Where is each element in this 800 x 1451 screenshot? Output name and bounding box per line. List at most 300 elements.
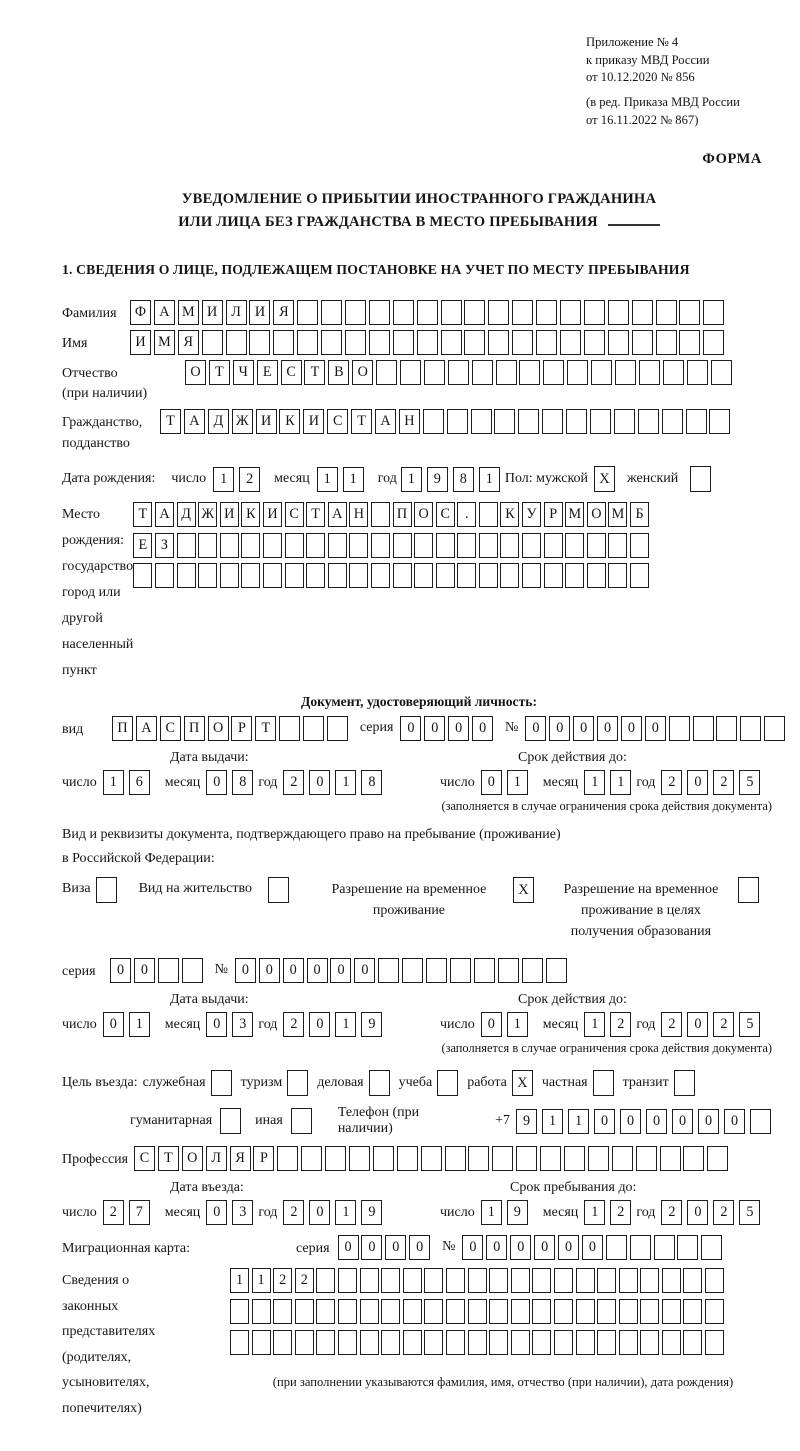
char-cell[interactable] <box>560 330 581 355</box>
char-cell[interactable] <box>740 716 761 741</box>
char-cell[interactable] <box>532 1299 551 1324</box>
char-cell[interactable] <box>511 1330 530 1355</box>
char-cell[interactable] <box>381 1268 400 1293</box>
char-cell[interactable] <box>397 1146 418 1171</box>
char-cell[interactable] <box>636 1146 657 1171</box>
char-cell[interactable]: 2 <box>103 1200 124 1225</box>
char-cell[interactable] <box>619 1299 638 1324</box>
char-cell[interactable] <box>709 409 730 434</box>
char-cell[interactable] <box>612 1146 633 1171</box>
char-cell[interactable] <box>325 1146 346 1171</box>
char-cell[interactable]: 0 <box>235 958 256 983</box>
char-cell[interactable]: 0 <box>687 770 708 795</box>
char-cell[interactable]: 3 <box>232 1012 253 1037</box>
education-residence-checkbox[interactable] <box>738 877 759 903</box>
char-cell[interactable]: Д <box>177 502 196 527</box>
char-cell[interactable] <box>479 533 498 558</box>
char-cell[interactable] <box>285 563 304 588</box>
char-cell[interactable]: 1 <box>584 1200 605 1225</box>
char-cell[interactable]: 0 <box>573 716 594 741</box>
purpose-private-checkbox[interactable] <box>593 1070 614 1096</box>
char-cell[interactable]: 1 <box>335 770 356 795</box>
char-cell[interactable] <box>403 1330 422 1355</box>
char-cell[interactable]: А <box>155 502 174 527</box>
char-cell[interactable] <box>349 533 368 558</box>
char-cell[interactable] <box>273 1299 292 1324</box>
char-cell[interactable] <box>414 563 433 588</box>
char-cell[interactable] <box>414 533 433 558</box>
char-cell[interactable] <box>441 330 462 355</box>
char-cell[interactable] <box>522 533 541 558</box>
char-cell[interactable]: А <box>154 300 175 325</box>
char-cell[interactable] <box>263 533 282 558</box>
char-cell[interactable] <box>338 1299 357 1324</box>
char-cell[interactable]: 8 <box>232 770 253 795</box>
char-cell[interactable] <box>662 1330 681 1355</box>
char-cell[interactable]: 1 <box>213 467 234 492</box>
char-cell[interactable] <box>492 1146 513 1171</box>
char-cell[interactable] <box>544 533 563 558</box>
char-cell[interactable] <box>496 360 517 385</box>
char-cell[interactable] <box>295 1299 314 1324</box>
char-cell[interactable] <box>479 563 498 588</box>
char-cell[interactable]: 1 <box>568 1109 589 1134</box>
char-cell[interactable] <box>543 360 564 385</box>
char-cell[interactable]: 0 <box>283 958 304 983</box>
char-cell[interactable] <box>662 409 683 434</box>
char-cell[interactable] <box>677 1235 698 1260</box>
char-cell[interactable] <box>683 1146 704 1171</box>
char-cell[interactable]: 9 <box>507 1200 528 1225</box>
char-cell[interactable] <box>536 300 557 325</box>
char-cell[interactable]: Я <box>273 300 294 325</box>
char-cell[interactable] <box>669 716 690 741</box>
char-cell[interactable] <box>654 1235 675 1260</box>
char-cell[interactable] <box>584 330 605 355</box>
char-cell[interactable]: О <box>352 360 373 385</box>
char-cell[interactable] <box>445 1146 466 1171</box>
char-cell[interactable] <box>297 330 318 355</box>
char-cell[interactable]: О <box>208 716 229 741</box>
char-cell[interactable]: И <box>303 409 324 434</box>
char-cell[interactable]: 0 <box>582 1235 603 1260</box>
char-cell[interactable] <box>426 958 447 983</box>
char-cell[interactable]: Т <box>304 360 325 385</box>
char-cell[interactable] <box>230 1330 249 1355</box>
char-cell[interactable]: 2 <box>661 1200 682 1225</box>
char-cell[interactable] <box>303 716 324 741</box>
char-cell[interactable] <box>522 563 541 588</box>
char-cell[interactable]: Б <box>630 502 649 527</box>
char-cell[interactable]: Я <box>230 1146 251 1171</box>
char-cell[interactable] <box>479 502 498 527</box>
char-cell[interactable]: 0 <box>525 716 546 741</box>
char-cell[interactable] <box>464 300 485 325</box>
char-cell[interactable] <box>587 533 606 558</box>
char-cell[interactable] <box>252 1299 271 1324</box>
char-cell[interactable] <box>565 563 584 588</box>
char-cell[interactable]: С <box>327 409 348 434</box>
char-cell[interactable] <box>158 958 179 983</box>
char-cell[interactable] <box>564 1146 585 1171</box>
char-cell[interactable]: Я <box>178 330 199 355</box>
char-cell[interactable]: П <box>184 716 205 741</box>
char-cell[interactable] <box>489 1330 508 1355</box>
char-cell[interactable] <box>587 563 606 588</box>
char-cell[interactable]: 1 <box>507 770 528 795</box>
char-cell[interactable]: 5 <box>739 1200 760 1225</box>
char-cell[interactable] <box>328 563 347 588</box>
char-cell[interactable] <box>464 330 485 355</box>
char-cell[interactable] <box>241 563 260 588</box>
char-cell[interactable] <box>705 1330 724 1355</box>
char-cell[interactable]: 0 <box>672 1109 693 1134</box>
char-cell[interactable] <box>371 563 390 588</box>
residence-permit-checkbox[interactable] <box>268 877 289 903</box>
char-cell[interactable]: А <box>136 716 157 741</box>
char-cell[interactable]: 1 <box>542 1109 563 1134</box>
char-cell[interactable] <box>532 1330 551 1355</box>
char-cell[interactable]: 0 <box>481 770 502 795</box>
char-cell[interactable]: Н <box>399 409 420 434</box>
char-cell[interactable] <box>566 409 587 434</box>
char-cell[interactable] <box>316 1268 335 1293</box>
char-cell[interactable] <box>373 1146 394 1171</box>
char-cell[interactable] <box>584 300 605 325</box>
char-cell[interactable]: К <box>241 502 260 527</box>
char-cell[interactable] <box>306 563 325 588</box>
char-cell[interactable] <box>686 409 707 434</box>
char-cell[interactable] <box>703 330 724 355</box>
char-cell[interactable]: И <box>202 300 223 325</box>
char-cell[interactable] <box>327 716 348 741</box>
char-cell[interactable]: 0 <box>400 716 421 741</box>
char-cell[interactable] <box>630 1235 651 1260</box>
char-cell[interactable] <box>576 1330 595 1355</box>
char-cell[interactable]: 0 <box>472 716 493 741</box>
char-cell[interactable]: 8 <box>361 770 382 795</box>
char-cell[interactable] <box>536 330 557 355</box>
char-cell[interactable] <box>663 360 684 385</box>
char-cell[interactable]: 1 <box>129 1012 150 1037</box>
char-cell[interactable] <box>608 533 627 558</box>
char-cell[interactable] <box>597 1268 616 1293</box>
char-cell[interactable]: 2 <box>661 1012 682 1037</box>
char-cell[interactable]: 0 <box>486 1235 507 1260</box>
char-cell[interactable]: Ч <box>233 360 254 385</box>
char-cell[interactable]: 0 <box>534 1235 555 1260</box>
char-cell[interactable] <box>701 1235 722 1260</box>
char-cell[interactable] <box>679 300 700 325</box>
char-cell[interactable] <box>516 1146 537 1171</box>
char-cell[interactable]: М <box>608 502 627 527</box>
char-cell[interactable]: И <box>130 330 151 355</box>
char-cell[interactable] <box>588 1146 609 1171</box>
char-cell[interactable] <box>349 563 368 588</box>
char-cell[interactable] <box>511 1268 530 1293</box>
temporary-residence-checkbox[interactable]: X <box>513 877 534 903</box>
char-cell[interactable]: 2 <box>610 1200 631 1225</box>
char-cell[interactable]: 0 <box>206 770 227 795</box>
char-cell[interactable] <box>297 300 318 325</box>
char-cell[interactable] <box>133 563 152 588</box>
char-cell[interactable]: 0 <box>409 1235 430 1260</box>
char-cell[interactable]: 1 <box>401 467 422 492</box>
char-cell[interactable]: Л <box>226 300 247 325</box>
char-cell[interactable] <box>316 1299 335 1324</box>
char-cell[interactable] <box>241 533 260 558</box>
char-cell[interactable] <box>693 716 714 741</box>
char-cell[interactable]: 0 <box>385 1235 406 1260</box>
char-cell[interactable]: Ф <box>130 300 151 325</box>
char-cell[interactable] <box>198 533 217 558</box>
char-cell[interactable] <box>371 533 390 558</box>
char-cell[interactable] <box>662 1299 681 1324</box>
char-cell[interactable] <box>471 409 492 434</box>
purpose-humanitarian-checkbox[interactable] <box>220 1108 241 1134</box>
char-cell[interactable]: 1 <box>610 770 631 795</box>
char-cell[interactable] <box>155 563 174 588</box>
char-cell[interactable]: А <box>375 409 396 434</box>
char-cell[interactable]: 1 <box>230 1268 249 1293</box>
char-cell[interactable] <box>662 1268 681 1293</box>
char-cell[interactable] <box>590 409 611 434</box>
char-cell[interactable] <box>381 1299 400 1324</box>
char-cell[interactable] <box>546 958 567 983</box>
char-cell[interactable] <box>417 330 438 355</box>
char-cell[interactable]: Т <box>133 502 152 527</box>
char-cell[interactable] <box>321 330 342 355</box>
char-cell[interactable] <box>512 330 533 355</box>
char-cell[interactable] <box>393 533 412 558</box>
char-cell[interactable] <box>252 1330 271 1355</box>
char-cell[interactable] <box>306 533 325 558</box>
char-cell[interactable] <box>630 563 649 588</box>
char-cell[interactable]: 2 <box>713 1012 734 1037</box>
char-cell[interactable] <box>707 1146 728 1171</box>
char-cell[interactable] <box>614 409 635 434</box>
char-cell[interactable]: М <box>178 300 199 325</box>
char-cell[interactable]: О <box>587 502 606 527</box>
char-cell[interactable] <box>705 1268 724 1293</box>
char-cell[interactable] <box>345 330 366 355</box>
purpose-study-checkbox[interactable] <box>437 1070 458 1096</box>
char-cell[interactable]: И <box>256 409 277 434</box>
char-cell[interactable] <box>403 1268 422 1293</box>
char-cell[interactable] <box>716 716 737 741</box>
char-cell[interactable] <box>500 533 519 558</box>
char-cell[interactable]: Т <box>255 716 276 741</box>
char-cell[interactable] <box>441 300 462 325</box>
char-cell[interactable] <box>640 1299 659 1324</box>
char-cell[interactable] <box>500 563 519 588</box>
char-cell[interactable] <box>488 330 509 355</box>
char-cell[interactable] <box>512 300 533 325</box>
char-cell[interactable] <box>632 300 653 325</box>
char-cell[interactable]: К <box>500 502 519 527</box>
char-cell[interactable]: С <box>160 716 181 741</box>
char-cell[interactable] <box>316 1330 335 1355</box>
char-cell[interactable] <box>683 1299 702 1324</box>
char-cell[interactable]: 2 <box>273 1268 292 1293</box>
char-cell[interactable] <box>226 330 247 355</box>
char-cell[interactable] <box>338 1330 357 1355</box>
char-cell[interactable] <box>436 533 455 558</box>
char-cell[interactable] <box>378 958 399 983</box>
char-cell[interactable] <box>177 533 196 558</box>
char-cell[interactable]: 1 <box>335 1012 356 1037</box>
sex-male-checkbox[interactable]: X <box>594 466 615 492</box>
char-cell[interactable]: Ж <box>232 409 253 434</box>
char-cell[interactable] <box>608 563 627 588</box>
char-cell[interactable] <box>705 1299 724 1324</box>
char-cell[interactable] <box>349 1146 370 1171</box>
char-cell[interactable] <box>544 563 563 588</box>
purpose-tourism-checkbox[interactable] <box>287 1070 308 1096</box>
char-cell[interactable] <box>273 1330 292 1355</box>
char-cell[interactable] <box>472 360 493 385</box>
char-cell[interactable]: К <box>279 409 300 434</box>
char-cell[interactable]: 1 <box>507 1012 528 1037</box>
char-cell[interactable]: 0 <box>307 958 328 983</box>
char-cell[interactable]: 2 <box>283 1012 304 1037</box>
char-cell[interactable] <box>424 360 445 385</box>
char-cell[interactable] <box>220 533 239 558</box>
purpose-business-checkbox[interactable] <box>369 1070 390 1096</box>
char-cell[interactable] <box>542 409 563 434</box>
char-cell[interactable] <box>249 330 270 355</box>
char-cell[interactable] <box>360 1299 379 1324</box>
char-cell[interactable]: 0 <box>558 1235 579 1260</box>
char-cell[interactable] <box>198 563 217 588</box>
purpose-official-checkbox[interactable] <box>211 1070 232 1096</box>
char-cell[interactable] <box>519 360 540 385</box>
char-cell[interactable] <box>301 1146 322 1171</box>
char-cell[interactable]: О <box>414 502 433 527</box>
char-cell[interactable] <box>369 330 390 355</box>
char-cell[interactable]: Е <box>257 360 278 385</box>
char-cell[interactable]: С <box>436 502 455 527</box>
char-cell[interactable] <box>285 533 304 558</box>
char-cell[interactable]: 0 <box>338 1235 359 1260</box>
char-cell[interactable] <box>393 330 414 355</box>
char-cell[interactable]: 0 <box>309 1012 330 1037</box>
char-cell[interactable]: А <box>328 502 347 527</box>
char-cell[interactable]: 0 <box>687 1200 708 1225</box>
char-cell[interactable] <box>597 1299 616 1324</box>
char-cell[interactable]: Т <box>160 409 181 434</box>
char-cell[interactable]: 2 <box>239 467 260 492</box>
char-cell[interactable] <box>381 1330 400 1355</box>
visa-checkbox[interactable] <box>96 877 117 903</box>
char-cell[interactable]: А <box>184 409 205 434</box>
char-cell[interactable] <box>468 1299 487 1324</box>
char-cell[interactable] <box>369 300 390 325</box>
char-cell[interactable]: Ж <box>198 502 217 527</box>
char-cell[interactable] <box>576 1299 595 1324</box>
char-cell[interactable] <box>656 300 677 325</box>
char-cell[interactable]: 9 <box>361 1200 382 1225</box>
char-cell[interactable]: О <box>185 360 206 385</box>
char-cell[interactable]: В <box>328 360 349 385</box>
char-cell[interactable]: 2 <box>661 770 682 795</box>
char-cell[interactable] <box>554 1268 573 1293</box>
char-cell[interactable]: 0 <box>309 770 330 795</box>
char-cell[interactable]: 2 <box>713 1200 734 1225</box>
char-cell[interactable]: 1 <box>343 467 364 492</box>
char-cell[interactable] <box>371 502 390 527</box>
char-cell[interactable] <box>468 1330 487 1355</box>
char-cell[interactable] <box>263 563 282 588</box>
char-cell[interactable]: 0 <box>309 1200 330 1225</box>
char-cell[interactable]: Т <box>351 409 372 434</box>
char-cell[interactable]: 0 <box>462 1235 483 1260</box>
char-cell[interactable]: 0 <box>687 1012 708 1037</box>
char-cell[interactable] <box>565 533 584 558</box>
char-cell[interactable]: 0 <box>448 716 469 741</box>
char-cell[interactable]: Е <box>133 533 152 558</box>
char-cell[interactable] <box>360 1330 379 1355</box>
char-cell[interactable] <box>615 360 636 385</box>
char-cell[interactable] <box>230 1299 249 1324</box>
char-cell[interactable] <box>619 1268 638 1293</box>
char-cell[interactable] <box>640 1330 659 1355</box>
purpose-other-checkbox[interactable] <box>291 1108 312 1134</box>
char-cell[interactable]: 0 <box>620 1109 641 1134</box>
char-cell[interactable] <box>393 563 412 588</box>
char-cell[interactable] <box>608 300 629 325</box>
char-cell[interactable]: И <box>263 502 282 527</box>
char-cell[interactable]: Т <box>158 1146 179 1171</box>
char-cell[interactable]: 2 <box>283 1200 304 1225</box>
char-cell[interactable] <box>182 958 203 983</box>
char-cell[interactable] <box>447 409 468 434</box>
char-cell[interactable]: 0 <box>621 716 642 741</box>
char-cell[interactable]: О <box>182 1146 203 1171</box>
char-cell[interactable]: 0 <box>724 1109 745 1134</box>
char-cell[interactable] <box>703 300 724 325</box>
char-cell[interactable]: 2 <box>283 770 304 795</box>
purpose-transit-checkbox[interactable] <box>674 1070 695 1096</box>
char-cell[interactable] <box>619 1330 638 1355</box>
char-cell[interactable] <box>606 1235 627 1260</box>
char-cell[interactable] <box>489 1299 508 1324</box>
char-cell[interactable] <box>450 958 471 983</box>
char-cell[interactable] <box>764 716 785 741</box>
char-cell[interactable]: 1 <box>103 770 124 795</box>
char-cell[interactable] <box>177 563 196 588</box>
char-cell[interactable]: 0 <box>134 958 155 983</box>
purpose-work-checkbox[interactable]: X <box>512 1070 533 1096</box>
char-cell[interactable]: Р <box>253 1146 274 1171</box>
char-cell[interactable] <box>402 958 423 983</box>
char-cell[interactable]: 2 <box>713 770 734 795</box>
char-cell[interactable] <box>591 360 612 385</box>
char-cell[interactable] <box>518 409 539 434</box>
char-cell[interactable] <box>522 958 543 983</box>
char-cell[interactable]: 1 <box>335 1200 356 1225</box>
char-cell[interactable] <box>660 1146 681 1171</box>
char-cell[interactable]: 8 <box>453 467 474 492</box>
char-cell[interactable] <box>687 360 708 385</box>
char-cell[interactable] <box>683 1268 702 1293</box>
char-cell[interactable]: Т <box>209 360 230 385</box>
char-cell[interactable] <box>220 563 239 588</box>
char-cell[interactable] <box>338 1268 357 1293</box>
char-cell[interactable] <box>468 1146 489 1171</box>
char-cell[interactable] <box>423 409 444 434</box>
char-cell[interactable] <box>554 1330 573 1355</box>
